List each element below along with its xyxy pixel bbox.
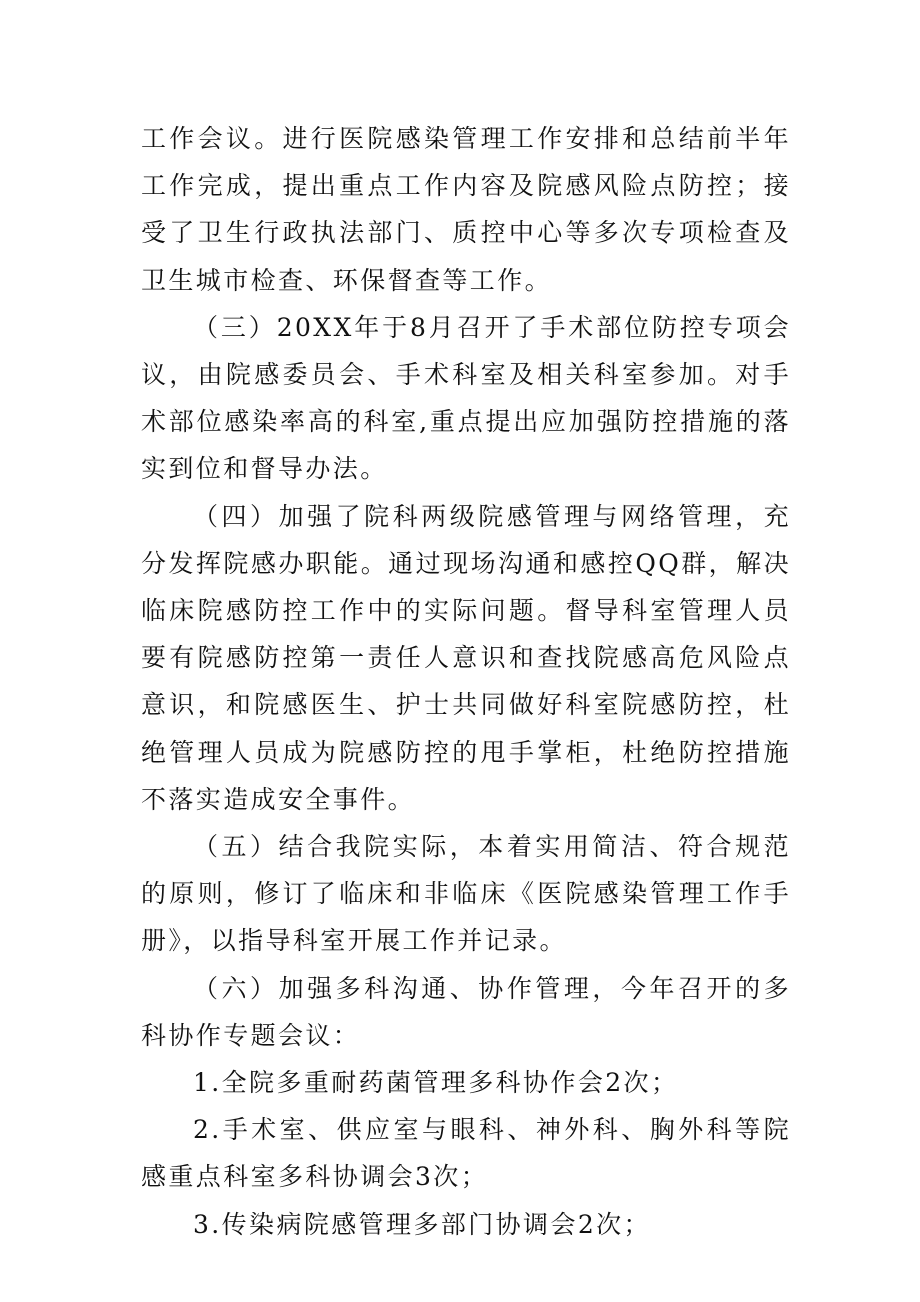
paragraph-meeting-summary: 工作会议。进行医院感染管理工作安排和总结前半年工作完成，提出重点工作内容及院感风险点防控；接受了卫生行政执法部门、质控中心等多次专项检查及卫生城市检查、环保督查等工作。 [141, 124, 791, 295]
list-item-3: 3.传染病院感管理多部门协调会2次； [193, 1209, 651, 1239]
document-body [141, 115, 791, 1248]
paragraph-section-5: （五）结合我院实际，本着实用简洁、符合规范的原则，修订了临床和非临床《医院感染管理工作手册》，以指导科室开展工作并记录。 [141, 832, 791, 956]
paragraph-section-4: （四）加强了院科两级院感管理与网络管理，充分发挥院感办职能。通过现场沟通和感控QQ群，解决临床院感防控工作中的实际问题。督导科室管理人员要有院感防控第一责任人意识和查找院感高危风险点意识，和院感医生、护士共同做好科室院感防控，杜绝管理人员成为院感防控的甩手掌柜，杜绝防控措施不落实造成安全事件。 [141, 501, 791, 814]
list-item-2: 2.手术室、供应室与眼科、神外科、胸外科等院感重点科室多科协调会3次； [141, 1115, 791, 1192]
paragraph-section-3: （三）20XX年于8月召开了手术部位防控专项会议，由院感委员会、手术科室及相关科室参加。对手术部位感染率高的科室,重点提出应加强防控措施的落实到位和督导办法。 [141, 312, 791, 484]
list-item-1: 1.全院多重耐药菌管理多科协作会2次； [193, 1068, 679, 1098]
paragraph-section-6: （六）加强多科沟通、协作管理，今年召开的多科协作专题会议： [141, 973, 791, 1050]
